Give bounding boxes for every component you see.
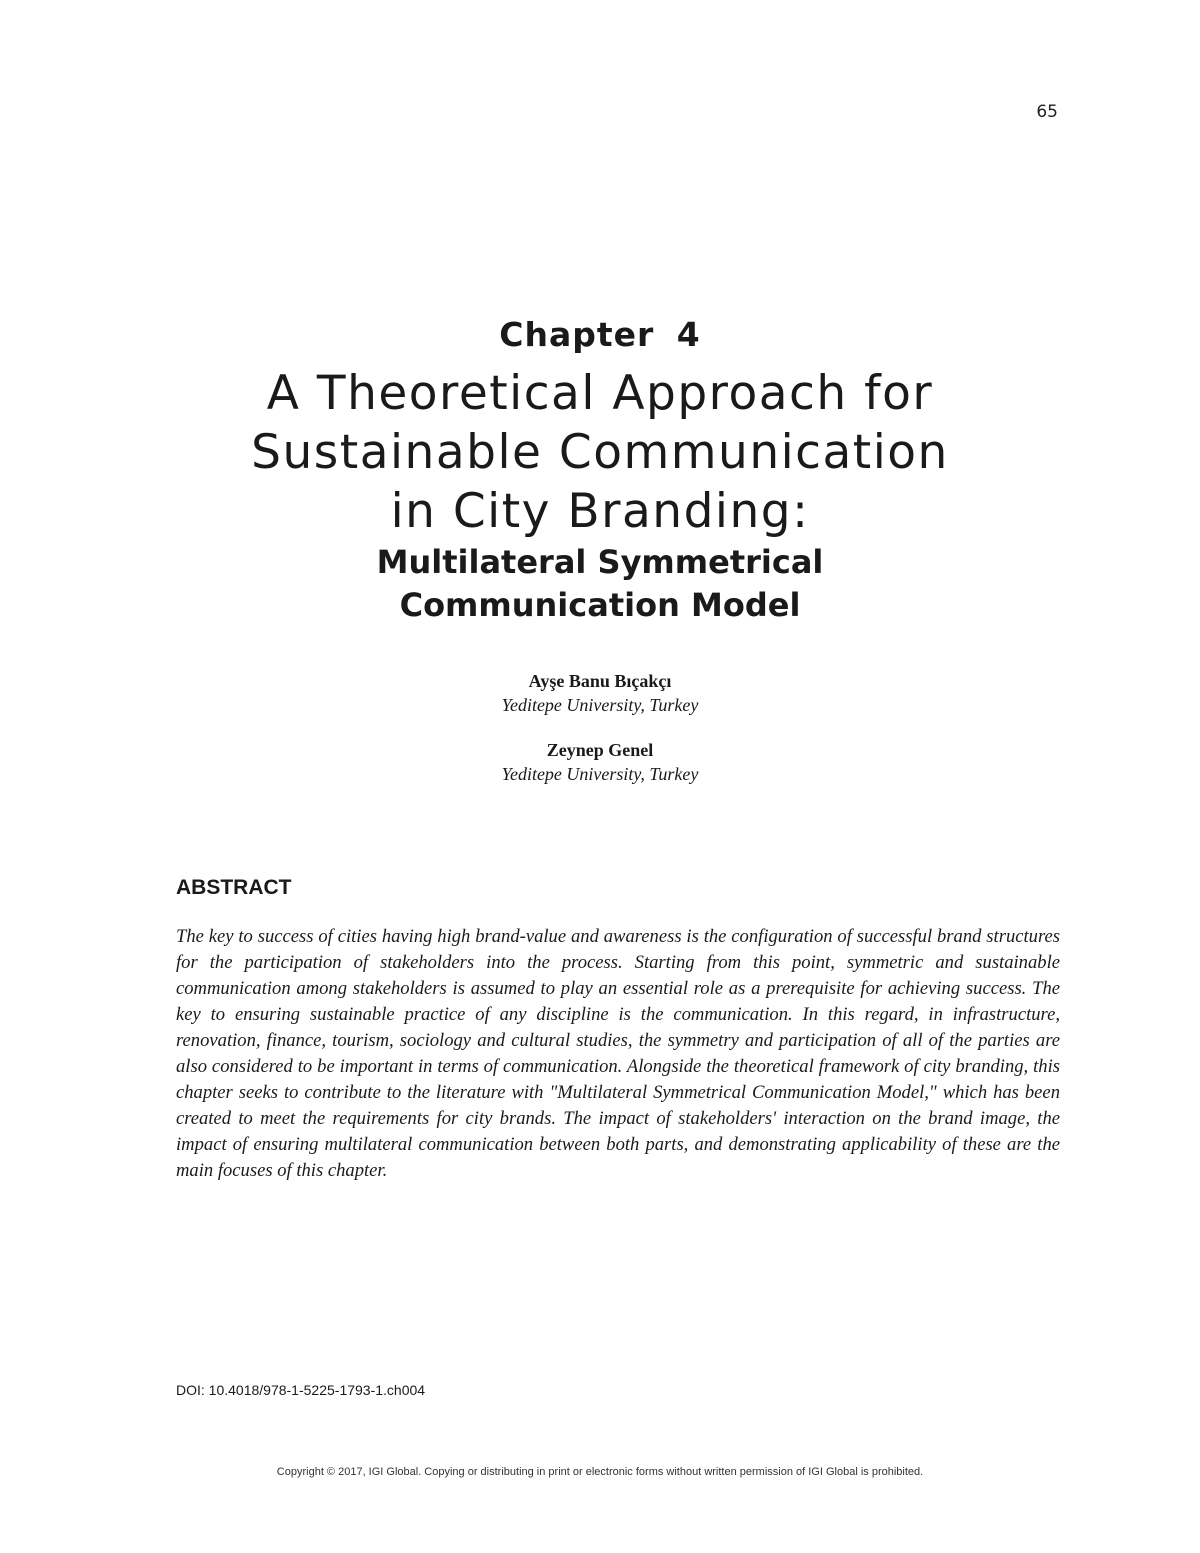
author-affiliation: Yeditepe University, Turkey — [501, 764, 699, 784]
chapter-subtitle-line: Multilateral Symmetrical — [376, 543, 824, 581]
author-affiliation: Yeditepe University, Turkey — [501, 695, 699, 715]
chapter-label: Chapter 4 — [499, 315, 701, 354]
chapter-title — [0, 364, 1200, 541]
chapter-title-line: A Theoretical Approach for — [266, 366, 934, 421]
author-block — [0, 738, 1200, 786]
chapter-title-line: Sustainable Communication — [251, 425, 949, 480]
doi: DOI: 10.4018/978-1-5225-1793-1.ch004 — [176, 1382, 426, 1398]
abstract-text: The key to success of cities having high brand-value and awareness is the configuration of successful brand structures for the participation of stakeholders into the process. Starting from this point, symmetric and sustainable communication among stakeholders is assumed to play an essential role as a prerequisite for achieving success. The key to ensuring sustainable practice of any discipline is the communication. In this regard, in infrastructure, renovation, finance, tourism, sociology and cultural studies, the symmetry and participation of all of the parties are also considered to be important in terms of communication. Alongside the theoretical framework of city branding, this chapter seeks to contribute to the literature with "Multilateral Symmetrical Communication Model," which has been created to meet the requirements for city brands. The impact of stakeholders' interaction on the brand image, the impact of ensuring multilateral communication between both parts, and demonstrating applicability of these are the main focuses of this chapter. — [176, 926, 1060, 1181]
abstract-heading: ABSTRACT — [176, 876, 292, 899]
chapter-subtitle-line: Communication Model — [399, 586, 801, 624]
chapter-subtitle — [0, 541, 1200, 627]
author-block — [0, 669, 1200, 717]
copyright-notice: Copyright © 2017, IGI Global. Copying or distributing in print or electronic forms without written permission of IGI Global is prohibited. — [276, 1466, 924, 1478]
author-name: Zeynep Genel — [546, 740, 654, 760]
title-block — [0, 312, 1200, 627]
page-number: 65 — [1036, 102, 1058, 122]
author-name: Ayşe Banu Bıçakçı — [528, 671, 672, 691]
chapter-title-line: in City Branding: — [390, 484, 810, 539]
